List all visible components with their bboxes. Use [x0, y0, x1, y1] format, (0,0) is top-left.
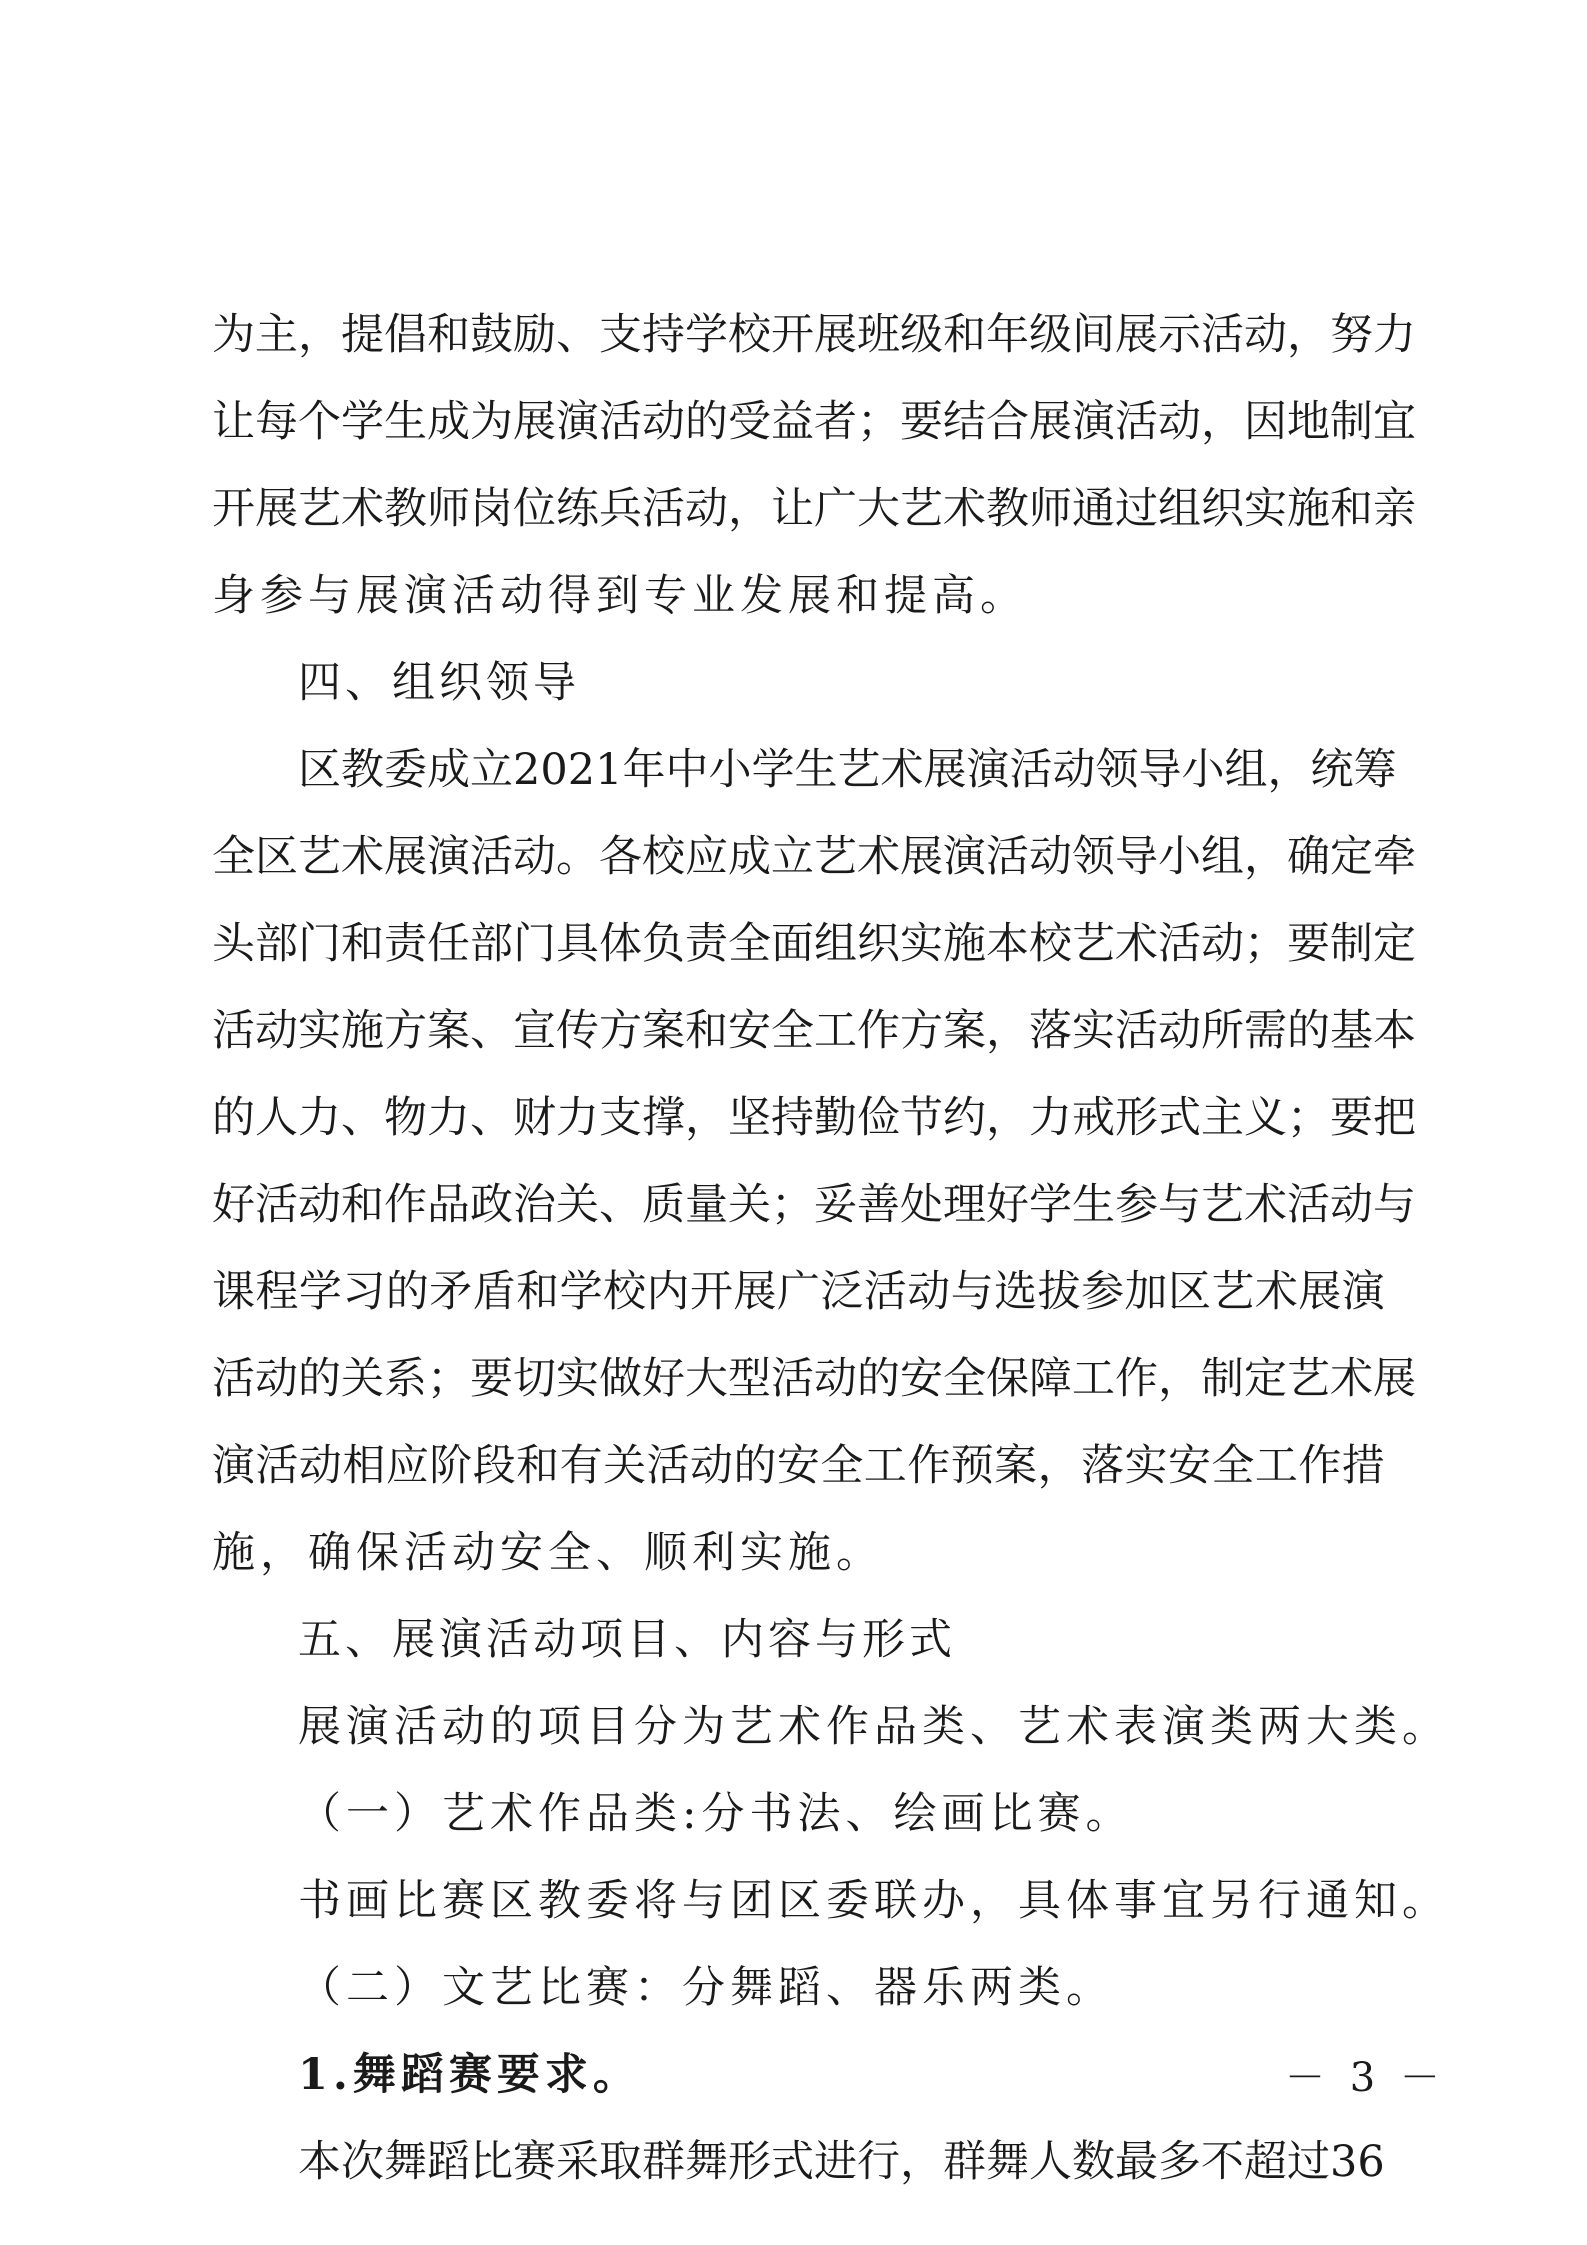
- paragraph-line: 让 每 个 学 生 成 为 展 演 活 动 的 受 益 者 ； 要 结 合 展 演 活 动 ， 因 地 制 宜: [212, 397, 1416, 447]
- paragraph-line: 书画比赛区教委将与团区委联办，具体事宜另行通知。: [298, 1876, 1450, 1926]
- paragraph-line: （二）文艺比赛：分舞蹈、器乐两类。: [298, 1963, 1114, 2013]
- paragraph-line: （一）艺术作品类:分书法、绘画比赛。: [298, 1789, 1134, 1839]
- document-body: [212, 292, 1450, 2206]
- paragraph-line: 课 程 学 习 的 矛 盾 和 学 校 内 开 展 广 泛 活 动 与 选 拔 参 加 区 艺 术 展 演: [212, 1267, 1385, 1317]
- paragraph-line: 活 动 实 施 方 案 、 宣 传 方 案 和 安 全 工 作 方 案 ， 落 实 活 动 所 需 的 基 本: [212, 1006, 1416, 1056]
- paragraph-line: 1.舞蹈赛要求。: [298, 2050, 641, 2100]
- paragraph-line: 活 动 的 关 系 ； 要 切 实 做 好 大 型 活 动 的 安 全 保 障 工 作 ， 制 定 艺 术 展: [212, 1354, 1416, 1404]
- paragraph-line: 好 活 动 和 作 品 政 治 关 、 质 量 关 ； 妥 善 处 理 好 学 生 参 与 艺 术 活 动 与: [212, 1180, 1416, 1230]
- section-heading: 五、展演活动项目、内容与形式: [298, 1615, 956, 1665]
- paragraph-line: 全 区 艺 术 展 演 活 动 。 各 校 应 成 立 艺 术 展 演 活 动 领 导 小 组 ， 确 定 牵: [212, 832, 1416, 882]
- paragraph-line: 区 教 委 成 立 2021 年 中 小 学 生 艺 术 展 演 活 动 领 导 小 组 ， 统 筹: [298, 745, 1397, 795]
- section-heading: 四、组织领导: [298, 658, 580, 708]
- paragraph-line: 展演活动的项目分为艺术作品类、艺术表演类两大类。: [298, 1702, 1450, 1752]
- paragraph-line: 开 展 艺 术 教 师 岗 位 练 兵 活 动 ， 让 广 大 艺 术 教 师 通 过 组 织 实 施 和 亲: [212, 484, 1416, 534]
- paragraph-line: 演 活 动 相 应 阶 段 和 有 关 活 动 的 安 全 工 作 预 案 ， 落 实 安 全 工 作 措: [212, 1441, 1385, 1491]
- page-number: － 3 －: [1285, 2055, 1446, 2101]
- paragraph-line: 头 部 门 和 责 任 部 门 具 体 负 责 全 面 组 织 实 施 本 校 艺 术 活 动 ； 要 制 定: [212, 919, 1416, 969]
- paragraph-line: 身参与展演活动得到专业发展和提高。: [212, 571, 1028, 621]
- paragraph-line: 的 人 力 、 物 力 、 财 力 支 撑 ， 坚 持 勤 俭 节 约 ， 力 戒 形 式 主 义 ； 要 把: [212, 1093, 1416, 1143]
- paragraph-line: 为 主 ， 提 倡 和 鼓 励 、 支 持 学 校 开 展 班 级 和 年 级 间 展 示 活 动 ， 努 力: [212, 310, 1416, 360]
- paragraph-line: 施，确保活动安全、顺利实施。: [212, 1528, 884, 1578]
- paragraph-line: 本 次 舞 蹈 比 赛 采 取 群 舞 形 式 进 行 ， 群 舞 人 数 最 多 不 超 过 36: [298, 2137, 1385, 2187]
